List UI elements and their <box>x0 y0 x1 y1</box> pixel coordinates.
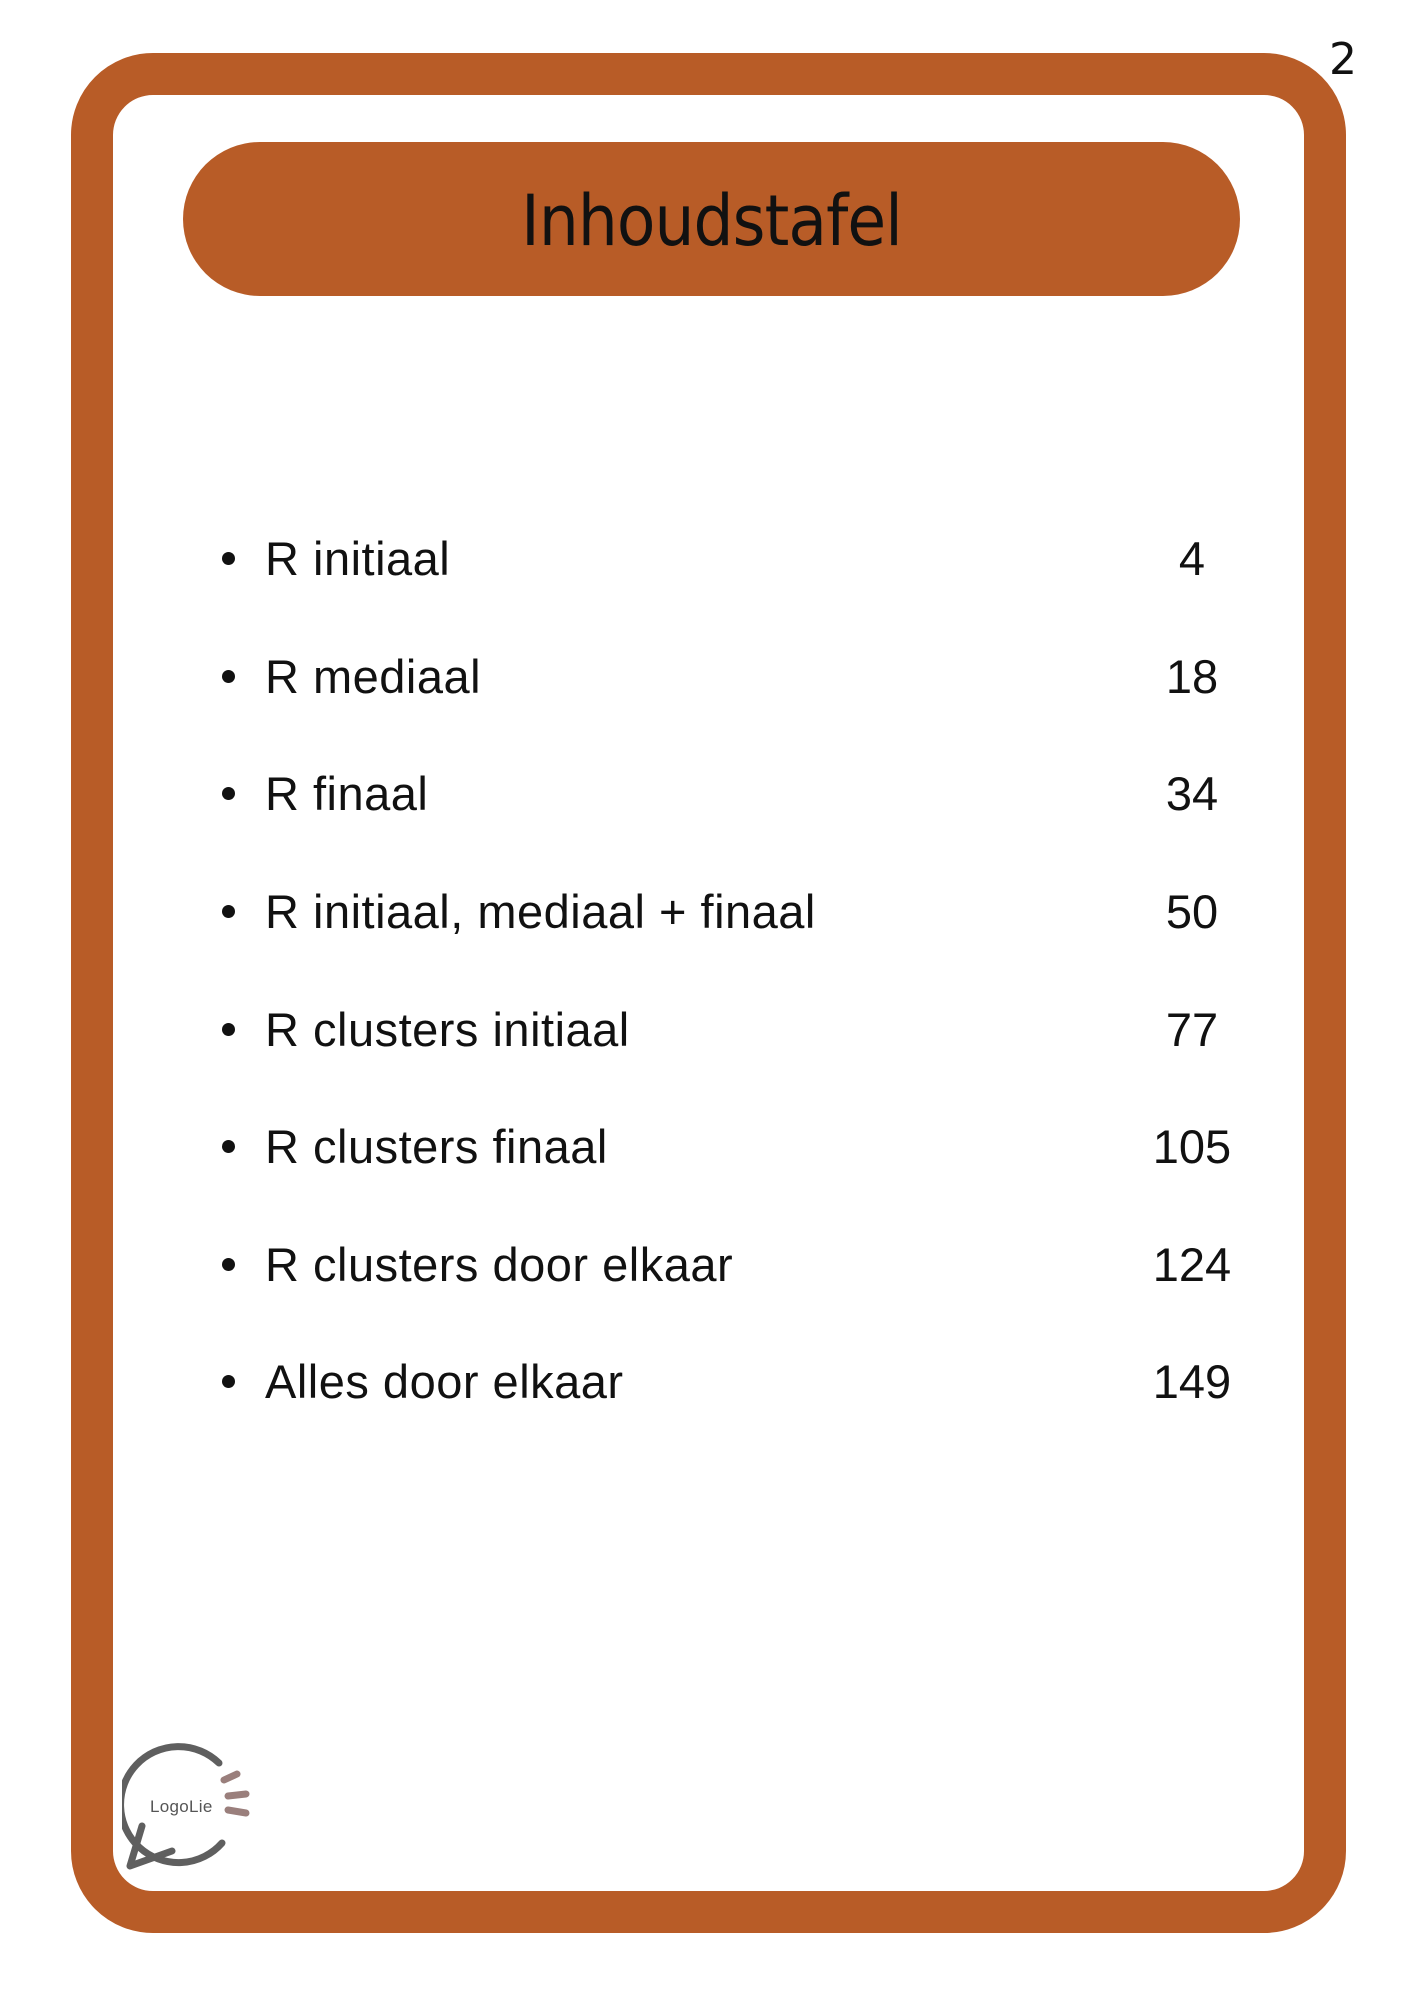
toc-item-page: 149 <box>1152 1355 1232 1409</box>
toc-item-label: R clusters initiaal <box>265 1002 630 1056</box>
toc-item-page: 77 <box>1165 1002 1219 1056</box>
toc-item[interactable] <box>212 853 1252 971</box>
table-of-contents <box>212 500 1252 1441</box>
toc-item[interactable] <box>212 1206 1252 1324</box>
bullet-icon <box>222 1023 235 1036</box>
toc-item[interactable] <box>212 500 1252 618</box>
toc-item-label: R initiaal <box>265 532 451 586</box>
toc-item[interactable] <box>212 1088 1252 1206</box>
toc-item[interactable] <box>212 618 1252 736</box>
toc-item-label: R finaal <box>265 767 429 821</box>
toc-item[interactable] <box>212 1323 1252 1441</box>
toc-item-label: R initiaal, mediaal + finaal <box>265 885 816 939</box>
page-title: Inhoudstafel <box>521 180 902 262</box>
toc-item[interactable] <box>212 970 1252 1088</box>
toc-item[interactable] <box>212 735 1252 853</box>
toc-item-page: 4 <box>1178 532 1206 586</box>
bullet-icon <box>222 670 235 683</box>
toc-item-page: 105 <box>1152 1120 1232 1174</box>
page-number: 2 <box>1329 34 1357 85</box>
bullet-icon <box>222 1258 235 1271</box>
bullet-icon <box>222 552 235 565</box>
toc-item-page: 34 <box>1165 767 1219 821</box>
bullet-icon <box>222 1140 235 1153</box>
toc-item-label: R clusters door elkaar <box>265 1237 734 1291</box>
bullet-icon <box>222 787 235 800</box>
toc-item-label: R mediaal <box>265 649 482 703</box>
bullet-icon <box>222 905 235 918</box>
toc-item-label: Alles door elkaar <box>265 1355 624 1409</box>
toc-item-page: 50 <box>1165 885 1219 939</box>
toc-item-label: R clusters finaal <box>265 1120 608 1174</box>
bullet-icon <box>222 1375 235 1388</box>
logo-text: LogoLie <box>150 1797 213 1816</box>
toc-item-page: 124 <box>1152 1237 1232 1291</box>
toc-item-page: 18 <box>1165 649 1219 703</box>
title-banner <box>183 142 1240 296</box>
